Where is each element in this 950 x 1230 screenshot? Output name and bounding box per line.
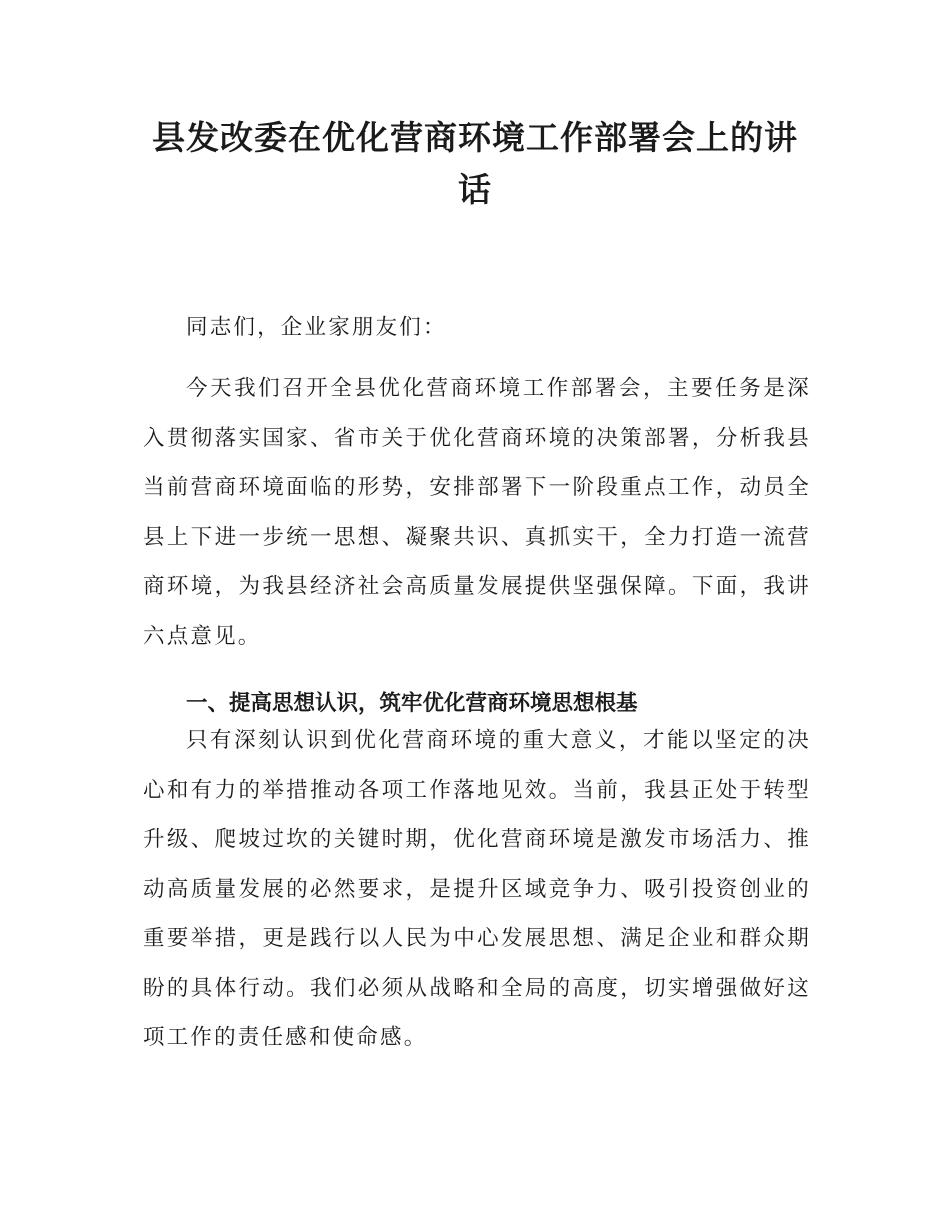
paragraph-intro: 今天我们召开全县优化营商环境工作部署会，主要任务是深入贯彻落实国家、省市关于优化营商环境的决策部署，分析我县当前营商环境面临的形势，安排部署下一阶段重点工作，动员全县上下进一步统一思想、凝聚共识、真抓实干，全力打造一流营商环境，为我县经济社会高质量发展提供坚强保障。下面，我讲六点意见。 — [143, 376, 811, 649]
document-title: 县发改委在优化营商环境工作部署会上的讲话 — [152, 118, 798, 209]
section-heading-1: 一、提高思想认识，筑牢优化营商环境思想根基 — [186, 691, 638, 716]
paragraph-section-1: 只有深刻认识到优化营商环境的重大意义，才能以坚定的决心和有力的举措推动各项工作落地见效。当前，我县正处于转型升级、爬坡过坎的关键时期，优化营商环境是激发市场活力、推动高质量发展的必然要求，是提升区域竞争力、吸引投资创业的重要举措，更是践行以人民为中心发展思想、满足企业和群众期盼的具体行动。我们必须从战略和全局的高度，切实增强做好这项工作的责任感和使命感。 — [143, 728, 811, 1050]
greeting: 同志们，企业家朋友们： — [186, 315, 447, 340]
